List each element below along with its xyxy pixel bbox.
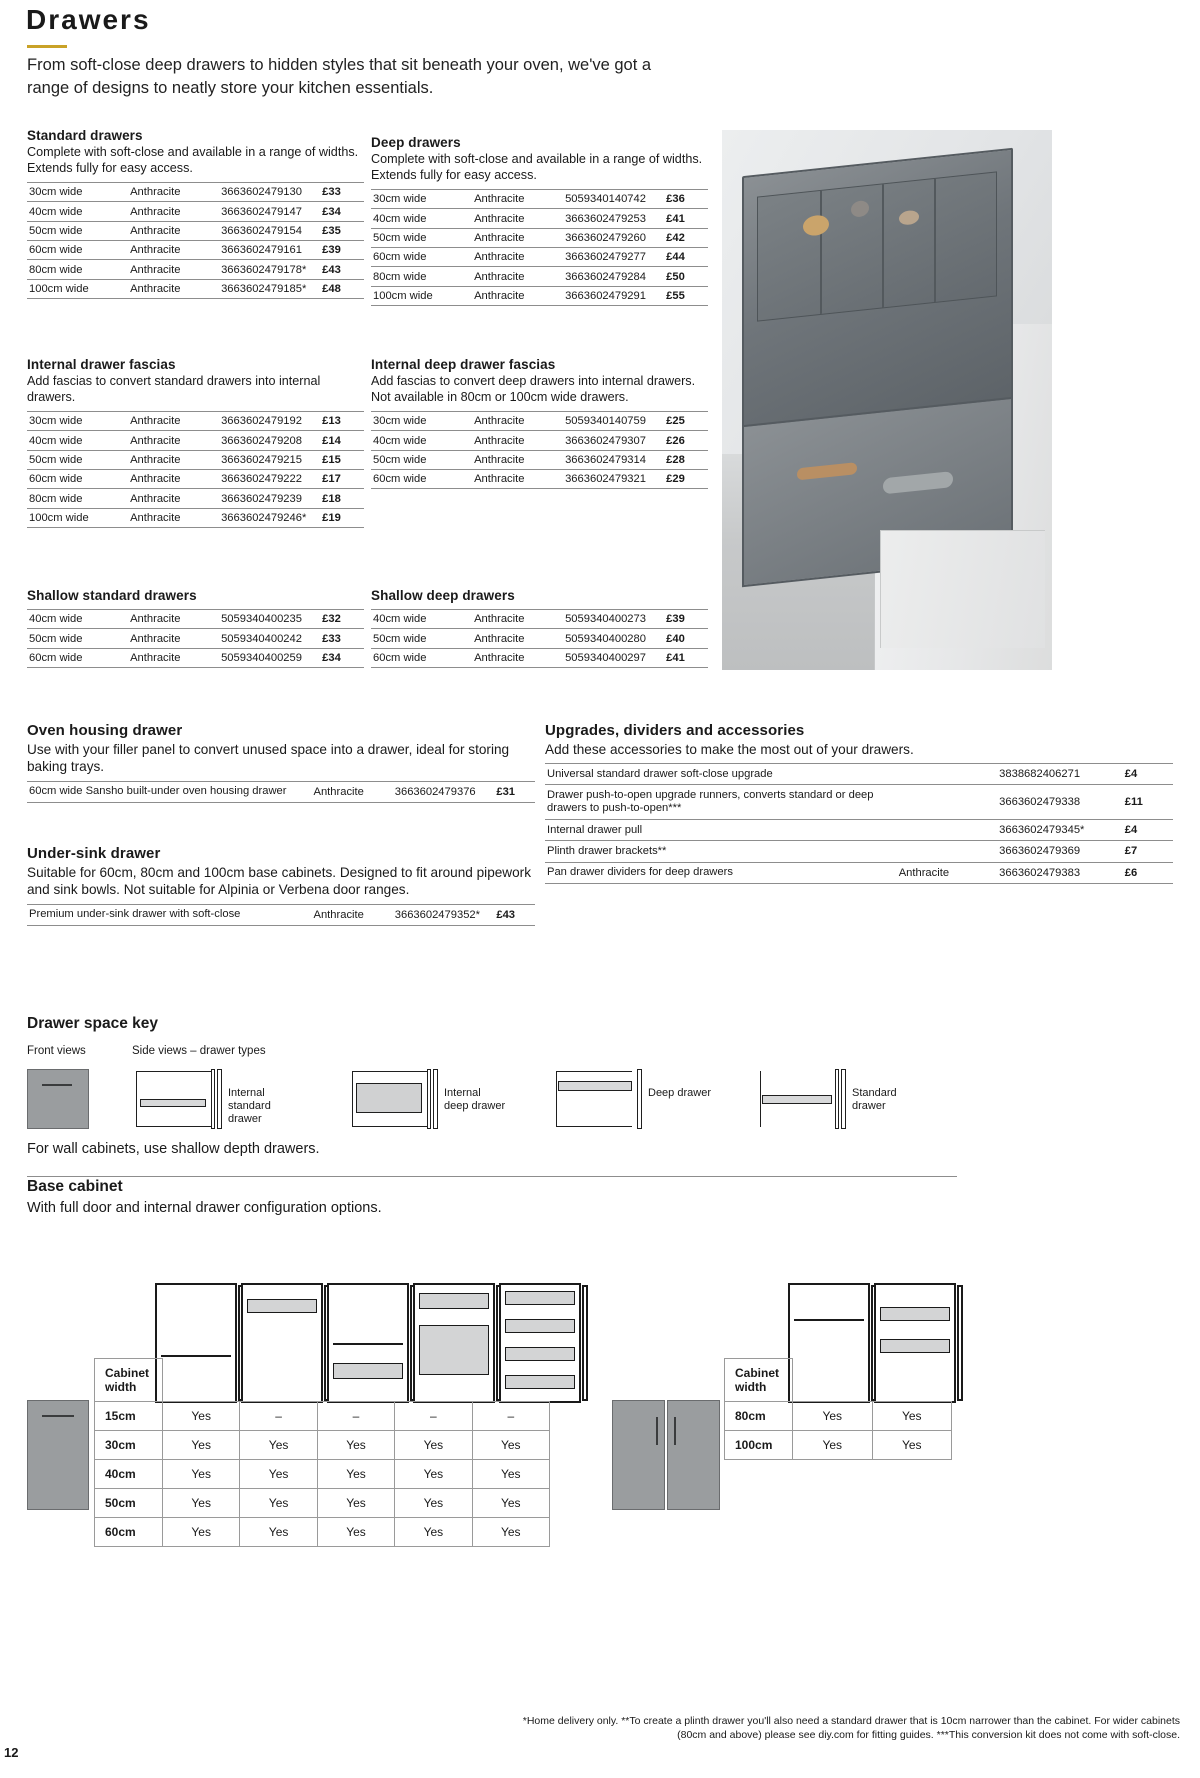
table-row: [27, 648, 364, 667]
cell-colour: [897, 820, 997, 841]
table-row: [545, 785, 1173, 820]
table-row: [27, 260, 364, 279]
cell-price: £14: [322, 434, 341, 447]
cell-width: 30cm wide: [373, 193, 427, 206]
front-view-swatch-right: [612, 1400, 720, 1510]
cell-colour: Anthracite: [313, 785, 364, 798]
cell-price: £13: [322, 415, 341, 428]
table-row: [371, 431, 708, 450]
cell-colour: Anthracite: [474, 231, 525, 244]
cell-price: £48: [322, 283, 341, 296]
cell-availability: Yes: [872, 1431, 952, 1460]
cell-colour: Anthracite: [130, 651, 181, 664]
cell-colour: Anthracite: [130, 632, 181, 645]
cell-width: 30cm wide: [29, 415, 83, 428]
table-row: [545, 764, 1173, 785]
cell-code: 3663602479239: [221, 492, 302, 505]
cell-width: 60cm wide: [373, 651, 427, 664]
internal-deep-drawer-fascias-table: [371, 411, 708, 490]
cell-availability: Yes: [163, 1489, 240, 1518]
cell-availability: Yes: [163, 1402, 240, 1431]
cell-availability: Yes: [317, 1460, 394, 1489]
cell-price: £25: [666, 415, 685, 428]
cell-availability: Yes: [163, 1460, 240, 1489]
section-heading: Standard drawers: [27, 128, 143, 143]
cell-availability: –: [240, 1402, 317, 1431]
photo-plinth: [880, 530, 1045, 649]
cell-availability: Yes: [395, 1460, 472, 1489]
section-description: Complete with soft-close and available in a range of widths. Extends fully for easy access.: [27, 145, 359, 175]
table-row: [725, 1402, 952, 1431]
section-heading: Internal deep drawer fascias: [371, 357, 556, 372]
cell-price: £41: [666, 651, 685, 664]
cell-price: £34: [322, 205, 341, 218]
front-view-swatch-left: [27, 1400, 89, 1510]
table-row: [725, 1431, 952, 1460]
cell-availability: Yes: [163, 1431, 240, 1460]
cell-width: 50cm wide: [29, 224, 83, 237]
cabinet-width-header: Cabinet width: [95, 1359, 163, 1402]
table-row: [27, 629, 364, 648]
cell-code: 3663602479178*: [221, 263, 307, 276]
key-caption: Internal deep drawer: [444, 1087, 506, 1112]
drawer-space-key: [27, 1015, 977, 1157]
section-heading: Upgrades, dividers and accessories: [545, 722, 805, 739]
table-row: [27, 431, 364, 450]
internal-drawer-fascias-table: [27, 411, 364, 528]
cell-code: 5059340140759: [565, 415, 646, 428]
cell-colour: Anthracite: [474, 415, 525, 428]
cell-availability: Yes: [395, 1489, 472, 1518]
cell-colour: Anthracite: [130, 224, 181, 237]
cell-colour: Anthracite: [130, 283, 181, 296]
key-caption: Deep drawer: [648, 1087, 711, 1099]
cell-width: 50cm wide: [29, 453, 83, 466]
table-header-row: [95, 1359, 550, 1402]
cell-width: 80cm wide: [29, 263, 83, 276]
cell-code: 3663602479208: [221, 434, 302, 447]
side-views-label: Side views – drawer types: [132, 1045, 266, 1057]
cell-availability: Yes: [317, 1431, 394, 1460]
table-row: [371, 228, 708, 247]
cell-availability: –: [317, 1402, 394, 1431]
section-heading: Under-sink drawer: [27, 845, 161, 862]
cell-name: Pan drawer dividers for deep drawers: [547, 865, 733, 878]
cell-availability: Yes: [395, 1518, 472, 1547]
table-row: [95, 1518, 550, 1547]
table-header-row: [725, 1359, 952, 1402]
cell-name: 60cm wide Sansho built-under oven housing drawer: [29, 784, 287, 797]
section-deep-drawers: [371, 135, 708, 306]
section-heading: Shallow deep drawers: [371, 588, 515, 603]
base-cabinet-sub: With full door and internal drawer configuration options.: [27, 1200, 382, 1216]
section-description: Use with your filler panel to convert unused space into a drawer, ideal for storing baking trays.: [27, 742, 510, 775]
section-standard-drawers: [27, 128, 364, 299]
table-row: [371, 411, 708, 430]
standard-drawers-table: [27, 182, 364, 299]
cell-code: 3838682406271: [999, 768, 1081, 781]
cell-price: £15: [322, 453, 341, 466]
cell-price: £55: [666, 290, 685, 303]
cell-width: 50cm wide: [373, 231, 427, 244]
section-shallow-standard-drawers: [27, 588, 364, 668]
cell-price: £40: [666, 632, 685, 645]
cell-code: 3663602479246*: [221, 512, 307, 525]
page-intro: From soft-close deep drawers to hidden styles that sit beneath your oven, we've got a range of designs to neatly store your kitchen essentials.: [27, 56, 652, 97]
section-description: Complete with soft-close and available in a range of widths. Extends fully for easy access.: [371, 152, 703, 182]
key-item-internal-deep: [348, 1069, 508, 1129]
cell-availability: Yes: [793, 1431, 873, 1460]
table-row: [27, 781, 535, 802]
cell-code: 3663602479130: [221, 186, 302, 199]
cell-colour: Anthracite: [474, 453, 525, 466]
cell-colour: Anthracite: [474, 193, 525, 206]
cell-availability: Yes: [472, 1460, 549, 1489]
table-row: [371, 209, 708, 228]
cell-code: 3663602479321: [565, 473, 646, 486]
cell-price: £29: [666, 473, 685, 486]
cell-colour: [897, 764, 997, 785]
cell-cabinet-width: 50cm: [95, 1489, 163, 1518]
cell-price: £26: [666, 434, 685, 447]
cell-availability: Yes: [240, 1518, 317, 1547]
cell-colour: Anthracite: [474, 613, 525, 626]
table-row: [27, 202, 364, 221]
cell-width: 80cm wide: [29, 492, 83, 505]
cell-price: £36: [666, 193, 685, 206]
table-row: [27, 610, 364, 629]
diagram-internal-standard-drawer: [132, 1069, 224, 1129]
table-row: [27, 904, 535, 925]
cell-price: £43: [322, 263, 341, 276]
cell-width: 60cm wide: [373, 473, 427, 486]
cell-width: 100cm wide: [29, 283, 89, 296]
cell-width: 50cm wide: [373, 453, 427, 466]
cell-width: 40cm wide: [29, 434, 83, 447]
table-row: [371, 648, 708, 667]
section-description: Add fascias to convert standard drawers into internal drawers.: [27, 374, 321, 404]
table-row: [27, 182, 364, 201]
cell-price: £6: [1124, 866, 1138, 879]
title-accent-rule: [27, 45, 67, 48]
table-row: [371, 189, 708, 208]
cell-colour: Anthracite: [474, 290, 525, 303]
cell-colour: Anthracite: [130, 263, 181, 276]
cell-availability: Yes: [872, 1402, 952, 1431]
shallow-standard-drawers-table: [27, 609, 364, 668]
cell-availability: Yes: [240, 1431, 317, 1460]
cell-price: £31: [496, 785, 516, 798]
cell-price: £50: [666, 270, 685, 283]
page-title: Drawers: [26, 4, 151, 35]
cell-code: 5059340400242: [221, 632, 302, 645]
cell-colour: Anthracite: [130, 613, 181, 626]
cell-colour: Anthracite: [130, 473, 181, 486]
front-view-swatch: [27, 1069, 89, 1129]
cell-cabinet-width: 100cm: [725, 1431, 793, 1460]
section-heading: Internal drawer fascias: [27, 357, 176, 372]
diagram-deep-drawer: [552, 1069, 644, 1129]
table-row: [95, 1460, 550, 1489]
table-row: [545, 862, 1173, 883]
cell-availability: –: [472, 1402, 549, 1431]
section-under-sink-drawer: [27, 845, 535, 926]
cell-colour: Anthracite: [130, 186, 181, 199]
cell-name: Internal drawer pull: [547, 823, 643, 836]
table-row: [27, 508, 364, 527]
cell-width: 50cm wide: [29, 632, 83, 645]
table-row: [27, 489, 364, 508]
base-cabinet-table-left-wrap: [94, 1358, 550, 1547]
key-caption: Internal standard drawer: [228, 1087, 271, 1125]
cell-availability: Yes: [395, 1431, 472, 1460]
drawer-handle-icon: [42, 1084, 72, 1086]
cell-width: 30cm wide: [29, 186, 83, 199]
cabinet-width-header: Cabinet width: [725, 1359, 793, 1402]
cell-price: £19: [322, 512, 341, 525]
table-row: [95, 1489, 550, 1518]
table-row: [95, 1431, 550, 1460]
cell-availability: Yes: [793, 1402, 873, 1431]
cell-code: 3663602479338: [999, 796, 1081, 809]
key-item-standard: [756, 1069, 916, 1129]
cell-colour: Anthracite: [130, 512, 181, 525]
cell-code: 3663602479314: [565, 453, 646, 466]
cell-code: 3663602479154: [221, 224, 302, 237]
section-oven-housing-drawer: [27, 722, 535, 803]
cell-width: 40cm wide: [373, 613, 427, 626]
cell-width: 60cm wide: [29, 244, 83, 257]
cell-cabinet-width: 40cm: [95, 1460, 163, 1489]
cell-code: 3663602479215: [221, 453, 302, 466]
key-caption: Standard drawer: [852, 1087, 897, 1112]
section-heading: Oven housing drawer: [27, 722, 183, 739]
cell-name: Drawer push-to-open upgrade runners, converts standard or deep drawers to push-to-open***: [547, 788, 874, 815]
cell-cabinet-width: 80cm: [725, 1402, 793, 1431]
cell-colour: Anthracite: [474, 632, 525, 645]
under-sink-drawer-table: [27, 904, 535, 926]
cell-price: £18: [322, 492, 341, 505]
table-row: [27, 279, 364, 298]
cell-width: 80cm wide: [373, 270, 427, 283]
deep-drawers-table: [371, 189, 708, 306]
cell-code: 3663602479185*: [221, 283, 307, 296]
section-heading: Shallow standard drawers: [27, 588, 197, 603]
table-row: [27, 470, 364, 489]
cell-code: 3663602479383: [999, 866, 1081, 879]
key-heading: Drawer space key: [27, 1015, 158, 1032]
cell-price: £41: [666, 212, 685, 225]
cell-code: 5059340400273: [565, 613, 646, 626]
cell-code: 3663602479161: [221, 244, 302, 257]
base-cabinet-heading: Base cabinet: [27, 1178, 123, 1195]
cell-price: £17: [322, 473, 341, 486]
cell-width: 60cm wide: [373, 251, 427, 264]
cell-price: £33: [322, 186, 341, 199]
cell-availability: Yes: [163, 1518, 240, 1547]
cell-availability: Yes: [240, 1489, 317, 1518]
upgrades-table: [545, 763, 1173, 884]
cell-price: £28: [666, 453, 685, 466]
table-row: [371, 286, 708, 305]
section-description: Suitable for 60cm, 80cm and 100cm base cabinets. Designed to fit around pipework and sink bowls. Not suitable for Alpinia or Verbena door ranges.: [27, 865, 532, 898]
cell-colour: Anthracite: [898, 866, 950, 879]
cell-code: 3663602479352*: [394, 908, 480, 921]
cell-code: 5059340400297: [565, 651, 646, 664]
cell-colour: Anthracite: [130, 492, 181, 505]
cell-code: 3663602479147: [221, 205, 302, 218]
cell-availability: –: [395, 1402, 472, 1431]
cell-colour: Anthracite: [474, 473, 525, 486]
key-item-internal-standard: [132, 1069, 304, 1129]
cell-price: £33: [322, 632, 341, 645]
cell-price: £35: [322, 224, 341, 237]
cell-price: £34: [322, 651, 341, 664]
cell-code: 3663602479369: [999, 845, 1081, 858]
cell-code: 3663602479192: [221, 415, 302, 428]
section-heading: Deep drawers: [371, 135, 461, 150]
section-shallow-deep-drawers: [371, 588, 708, 668]
cell-price: £7: [1124, 845, 1138, 858]
cell-width: 60cm wide: [29, 473, 83, 486]
section-upgrades: [545, 722, 1173, 884]
cell-code: 5059340400280: [565, 632, 646, 645]
table-row: [27, 221, 364, 240]
cell-width: 100cm wide: [373, 290, 433, 303]
cell-colour: Anthracite: [474, 212, 525, 225]
cell-width: 30cm wide: [373, 415, 427, 428]
cell-width: 40cm wide: [373, 212, 427, 225]
shallow-deep-drawers-table: [371, 609, 708, 668]
table-row: [95, 1402, 550, 1431]
cell-width: 40cm wide: [29, 205, 83, 218]
cell-width: 60cm wide: [29, 651, 83, 664]
photo-drawer-interior: [757, 172, 997, 322]
cell-code: 3663602479222: [221, 473, 302, 486]
cell-availability: Yes: [240, 1460, 317, 1489]
cell-price: £11: [1124, 796, 1143, 809]
photo-open-drawer: [742, 148, 1013, 430]
table-row: [371, 450, 708, 469]
table-row: [371, 610, 708, 629]
base-cabinet-table-right-wrap: [724, 1358, 952, 1460]
cell-name: Plinth drawer brackets**: [547, 844, 667, 857]
section-divider: [27, 1176, 957, 1177]
cell-price: £39: [666, 613, 685, 626]
cell-code: 5059340140742: [565, 193, 646, 206]
cell-colour: Anthracite: [313, 908, 364, 921]
cell-price: £32: [322, 613, 341, 626]
table-row: [371, 629, 708, 648]
table-row: [27, 241, 364, 260]
section-internal-drawer-fascias: [27, 357, 364, 528]
table-row: [545, 841, 1173, 862]
table-row: [27, 411, 364, 430]
cell-width: 100cm wide: [29, 512, 89, 525]
section-description: Add fascias to convert deep drawers into internal drawers. Not available in 80cm or 100cm wide drawers.: [371, 374, 696, 404]
kitchen-drawer-photo: [722, 130, 1052, 670]
cell-code: 3663602479284: [565, 270, 646, 283]
cell-availability: Yes: [472, 1489, 549, 1518]
section-base-cabinet: [27, 1178, 1172, 1216]
cell-code: 3663602479376: [394, 785, 476, 798]
cell-colour: Anthracite: [130, 434, 181, 447]
front-views-label: Front views: [27, 1045, 86, 1057]
section-description: Add these accessories to make the most out of your drawers.: [545, 742, 914, 757]
cell-availability: Yes: [472, 1518, 549, 1547]
cell-cabinet-width: 15cm: [95, 1402, 163, 1431]
table-row: [27, 450, 364, 469]
table-row: [371, 248, 708, 267]
cell-colour: Anthracite: [130, 244, 181, 257]
cell-colour: [897, 841, 997, 862]
cell-price: £39: [322, 244, 341, 257]
cell-colour: [897, 785, 997, 820]
table-row: [371, 470, 708, 489]
page-footnote: *Home delivery only. **To create a plinth drawer you'll also need a standard drawer that is 10cm narrower than the cabinet. For wider cabinets (80cm and above) please see diy.com for fitting guides. ***This conversion kit does not come with soft-close.: [522, 1715, 1180, 1741]
base-cabinet-table-right: [724, 1358, 952, 1460]
base-cabinet-table-left: [94, 1358, 550, 1547]
cell-code: 5059340400235: [221, 613, 302, 626]
cell-colour: Anthracite: [474, 251, 525, 264]
cell-code: 3663602479253: [565, 212, 646, 225]
cell-colour: Anthracite: [130, 415, 181, 428]
cell-code: 3663602479345*: [999, 824, 1085, 837]
cell-price: £4: [1124, 768, 1138, 781]
cell-price: £43: [496, 908, 516, 921]
cell-code: 3663602479277: [565, 251, 646, 264]
table-row: [371, 267, 708, 286]
cell-colour: Anthracite: [474, 651, 525, 664]
oven-housing-drawer-table: [27, 781, 535, 803]
cell-code: 5059340400259: [221, 651, 302, 664]
diagram-internal-deep-drawer: [348, 1069, 440, 1129]
cell-cabinet-width: 30cm: [95, 1431, 163, 1460]
cell-code: 3663602479307: [565, 434, 646, 447]
diagram-standard-drawer: [756, 1069, 848, 1129]
cell-width: 40cm wide: [373, 434, 427, 447]
cell-colour: Anthracite: [130, 453, 181, 466]
key-item-deep: [552, 1069, 712, 1129]
cell-price: £42: [666, 231, 685, 244]
cell-availability: Yes: [317, 1489, 394, 1518]
cell-availability: Yes: [472, 1431, 549, 1460]
page-number: 12: [4, 1745, 19, 1760]
cell-code: 3663602479291: [565, 290, 646, 303]
cell-price: £4: [1124, 824, 1138, 837]
cell-colour: Anthracite: [474, 270, 525, 283]
section-internal-deep-drawer-fascias: [371, 357, 708, 489]
table-row: [545, 820, 1173, 841]
cell-availability: Yes: [317, 1518, 394, 1547]
cell-price: £44: [666, 251, 685, 264]
cell-width: 40cm wide: [29, 613, 83, 626]
cell-code: 3663602479260: [565, 231, 646, 244]
key-note: For wall cabinets, use shallow depth drawers.: [27, 1141, 320, 1157]
cell-cabinet-width: 60cm: [95, 1518, 163, 1547]
cell-width: 50cm wide: [373, 632, 427, 645]
cell-name: Premium under-sink drawer with soft-close: [29, 907, 241, 920]
cell-colour: Anthracite: [130, 205, 181, 218]
cell-name: Universal standard drawer soft-close upgrade: [547, 767, 773, 780]
cell-colour: Anthracite: [474, 434, 525, 447]
